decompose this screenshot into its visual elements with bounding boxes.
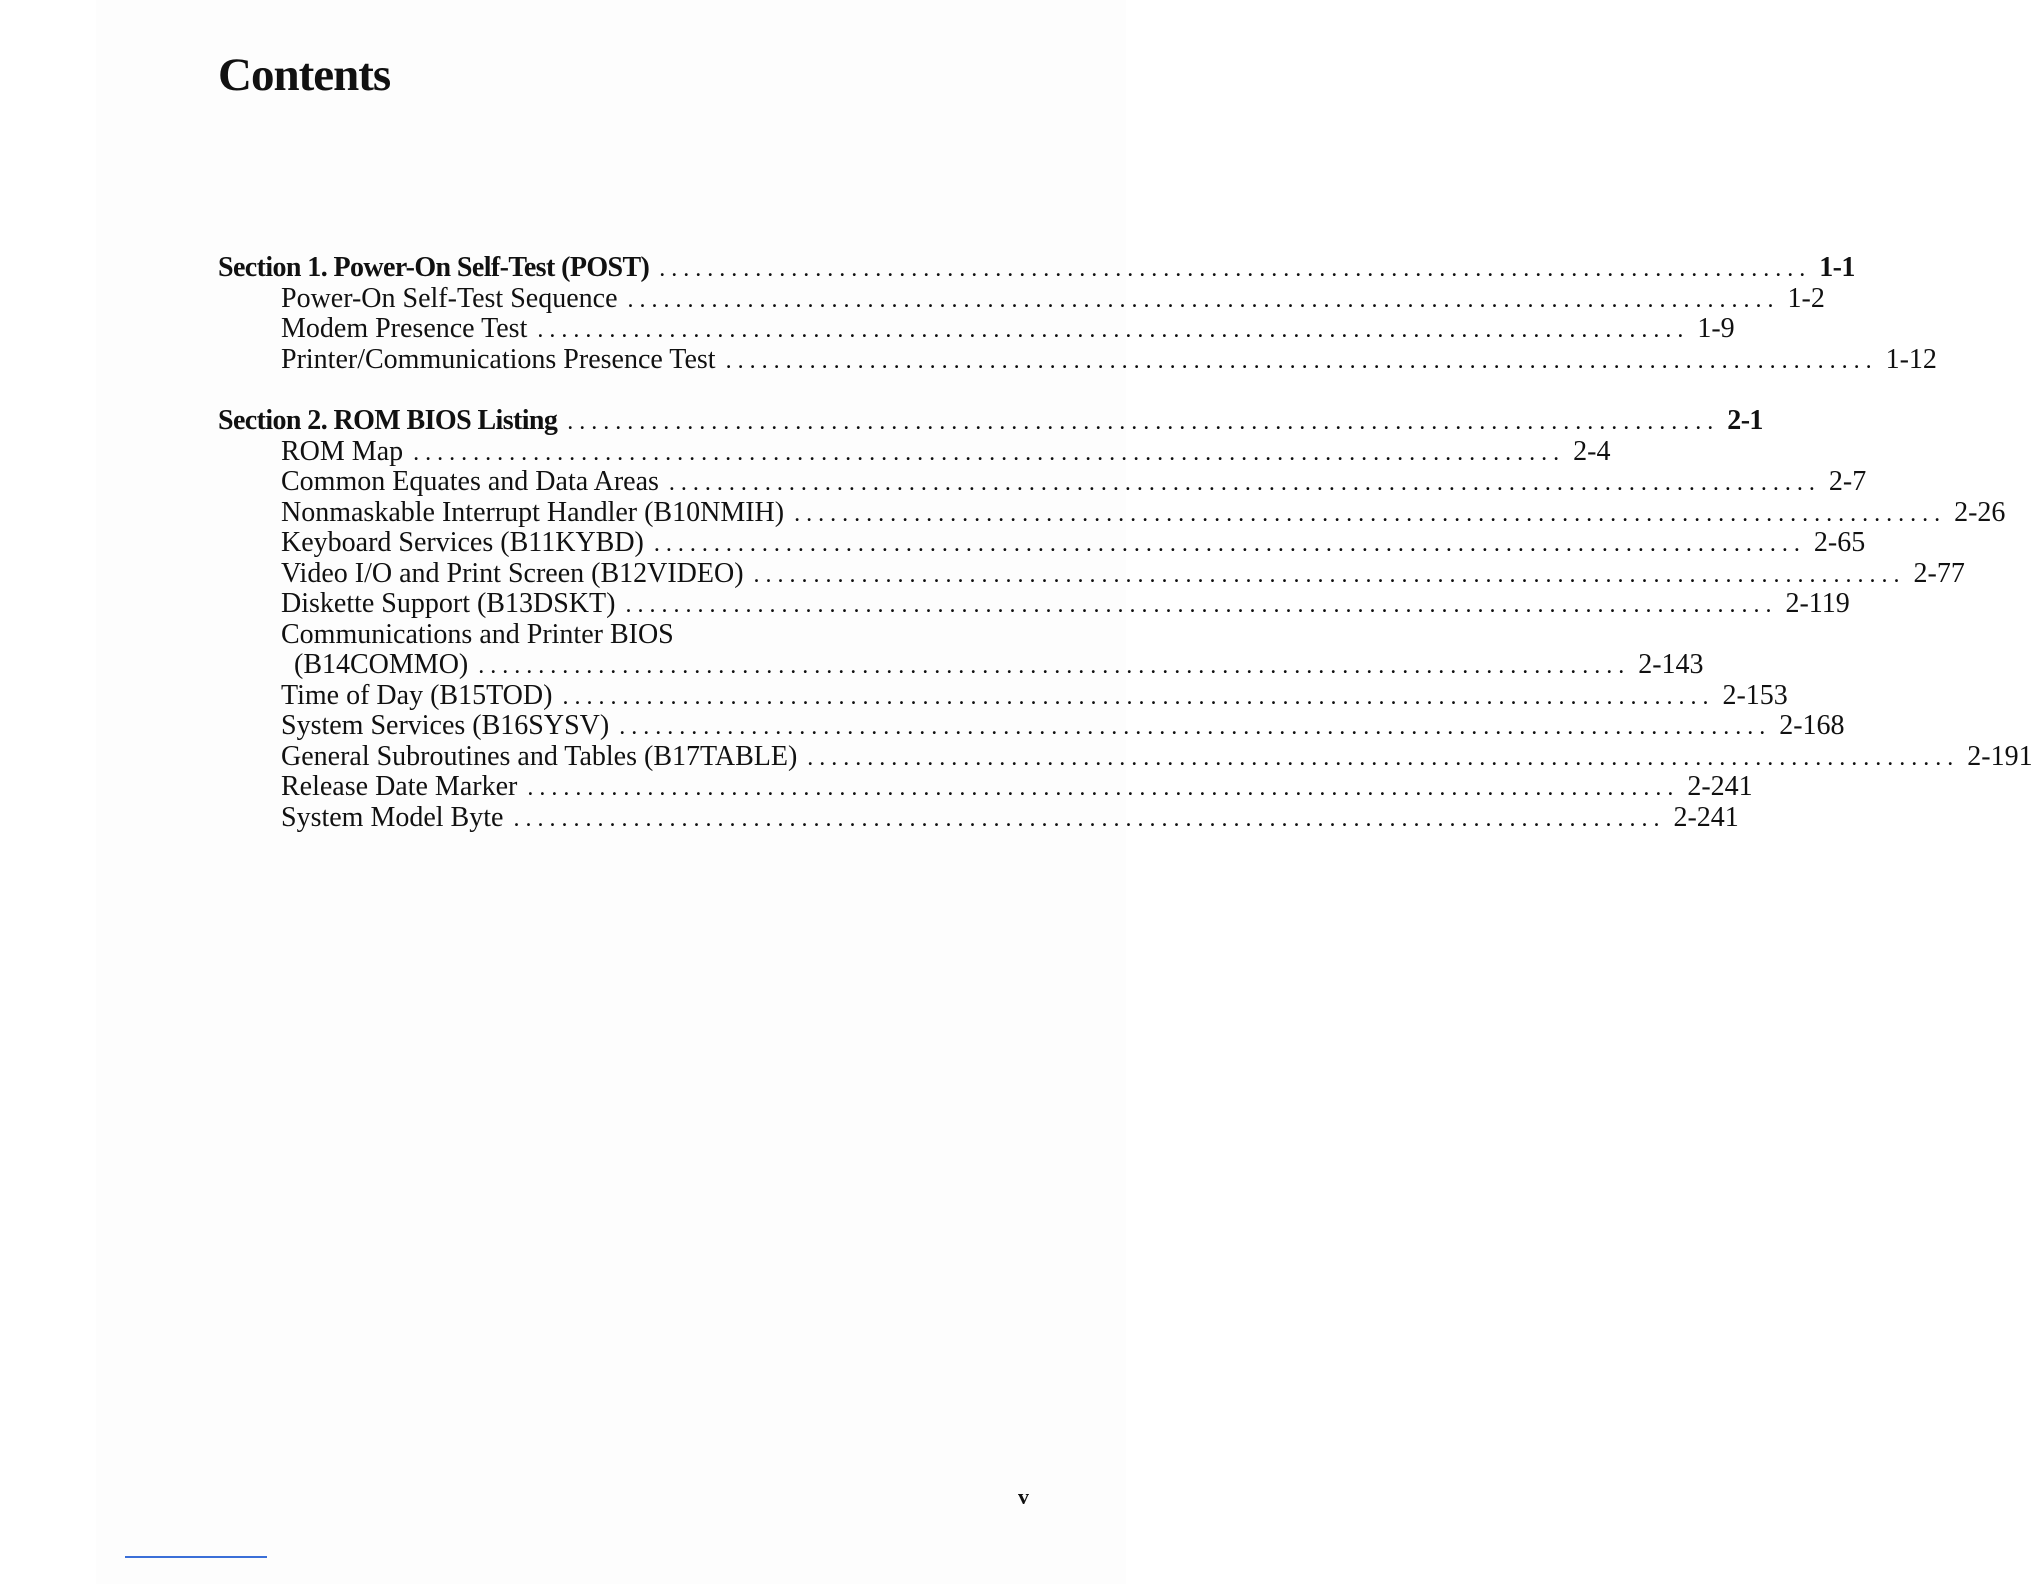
dot-leader: ................................................................................................ xyxy=(753,561,1906,588)
page-folio-number: v xyxy=(1018,1484,1029,1509)
toc-entry[interactable] xyxy=(218,343,1937,376)
footer-rule xyxy=(125,1556,267,1558)
toc-entry-label: Printer/Communications Presence Test xyxy=(281,343,716,375)
toc-entry[interactable] xyxy=(218,801,1739,834)
toc-page-number: 1-12 xyxy=(1885,343,1937,375)
dot-leader: ................................................................................................ xyxy=(627,286,1780,313)
toc-page-number: 2-7 xyxy=(1828,466,1867,497)
page-title: Contents xyxy=(218,49,391,101)
toc-section-heading[interactable] xyxy=(218,405,1763,437)
toc-page-number: 2-241 xyxy=(1673,801,1739,833)
toc-page-number: 2-119 xyxy=(1785,588,1850,619)
dot-leader: ................................................................................................ xyxy=(527,775,1680,801)
dot-leader: ................................................................................................ xyxy=(725,347,1878,374)
toc-page-number: 2-241 xyxy=(1687,771,1753,802)
toc-entry[interactable] xyxy=(218,557,1965,590)
toc-entry-label: Communications and Printer BIOS xyxy=(281,618,674,650)
toc-entry-continuation[interactable] xyxy=(218,649,1704,681)
toc-page-number: 1-9 xyxy=(1697,313,1735,344)
toc-entry[interactable] xyxy=(218,435,1611,468)
dot-leader: ................................................................................................ xyxy=(807,744,1960,771)
toc-entry-label: General Subroutines and Tables (B17TABLE) xyxy=(281,740,798,772)
toc-entry[interactable] xyxy=(218,588,1850,620)
toc-entry[interactable] xyxy=(218,282,1825,315)
toc-heading-label: Section 2. ROM BIOS Listing xyxy=(218,405,558,436)
dot-leader: ................................................................................................ xyxy=(567,409,1720,435)
toc-entry-label: Release Date Marker xyxy=(281,771,518,802)
toc-page-number: 2-26 xyxy=(1954,496,2006,528)
toc-entry-label: Modem Presence Test xyxy=(281,313,528,344)
dot-leader: ................................................................................................ xyxy=(478,653,1631,679)
toc-entry[interactable] xyxy=(218,710,1845,742)
toc-entry-label: Video I/O and Print Screen (B12VIDEO) xyxy=(281,557,744,589)
toc-page-number: 2-65 xyxy=(1813,527,1866,558)
toc-heading-label: Section 1. Power-On Self-Test (POST) xyxy=(218,252,650,283)
toc-section-1 xyxy=(218,252,1937,375)
toc-entry[interactable] xyxy=(218,620,990,651)
toc-page-number: 2-143 xyxy=(1638,649,1704,680)
toc-entry-label: Common Equates and Data Areas xyxy=(281,466,659,497)
dot-leader: ................................................................................................ xyxy=(413,439,1566,466)
toc-entry-label: Diskette Support (B13DSKT) xyxy=(281,588,616,619)
toc-entry-label: (B14COMMO) xyxy=(294,649,469,680)
dot-leader: ................................................................................................ xyxy=(562,683,1715,710)
dot-leader: ................................................................................................ xyxy=(659,256,1812,282)
toc-entry-label: Keyboard Services (B11KYBD) xyxy=(281,527,644,558)
toc-page-number: 2-191 xyxy=(1967,740,2033,772)
toc-entry[interactable] xyxy=(218,771,1753,803)
toc-entry-label: System Services (B16SYSV) xyxy=(281,710,610,741)
toc-section-heading[interactable] xyxy=(218,252,1855,284)
toc-entry-label: System Model Byte xyxy=(281,801,504,833)
toc-entry-label: Power-On Self-Test Sequence xyxy=(281,282,618,314)
dot-leader: ................................................................................................ xyxy=(625,592,1778,618)
dot-leader: ................................................................................................ xyxy=(668,470,1821,496)
toc-section-2 xyxy=(218,405,2033,833)
dot-leader: ................................................................................................ xyxy=(794,500,1947,527)
toc-page-number: 2-77 xyxy=(1913,557,1965,589)
toc-page-number: 1-1 xyxy=(1819,252,1855,283)
dot-leader: ................................................................................................ xyxy=(653,531,1806,557)
dot-leader: ................................................................................................ xyxy=(537,317,1690,343)
toc-page-number: 2-4 xyxy=(1573,435,1611,467)
toc-entry[interactable] xyxy=(218,466,1867,498)
toc-entry[interactable] xyxy=(218,679,1788,712)
toc-entry[interactable] xyxy=(218,740,2033,773)
toc-entry-label: ROM Map xyxy=(281,435,404,467)
toc-entry-label: Time of Day (B15TOD) xyxy=(281,679,553,711)
toc-entry[interactable] xyxy=(218,527,1866,559)
toc-page-number: 2-1 xyxy=(1727,405,1763,436)
dot-leader: ................................................................................................ xyxy=(619,714,1772,740)
toc-entry[interactable] xyxy=(218,496,2006,529)
toc-page-number: 2-168 xyxy=(1779,710,1845,741)
toc-page-number: 2-153 xyxy=(1722,679,1788,711)
table-of-contents xyxy=(218,252,2033,864)
toc-entry-label: Nonmaskable Interrupt Handler (B10NMIH) xyxy=(281,496,785,528)
dot-leader: ................................................................................................ xyxy=(513,805,1666,832)
toc-entry[interactable] xyxy=(218,313,1735,345)
toc-page-number: 1-2 xyxy=(1787,282,1825,314)
